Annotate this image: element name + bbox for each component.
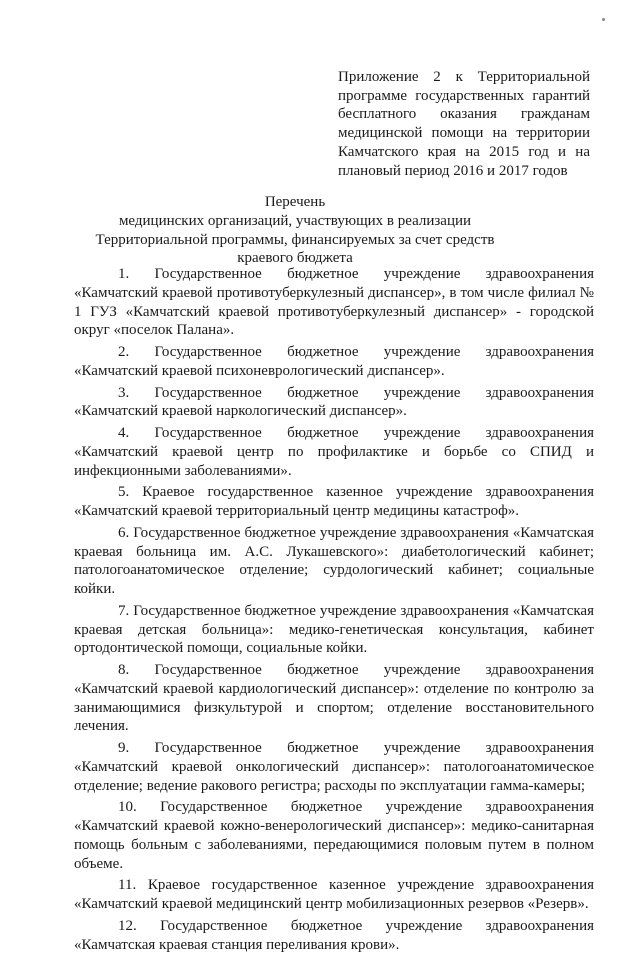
list-item: 8. Государственное бюджетное учреждение здравоохранения «Камчатский краевой кардиологический диспансер»: отделение по контролю за занимающимися физкультурой и спортом; отделение восстановительного лечения. xyxy=(74,662,594,735)
list-item: 3. Государственное бюджетное учреждение здравоохранения «Камчатский краевой наркологический диспансер». xyxy=(74,384,594,420)
list-item: 1. Государственное бюджетное учреждение здравоохранения «Камчатский краевой противотуберкулезный диспансер», в том числе филиал № 1 ГУЗ «Камчатский краевой противотуберкулезный диспансер» - городской округ «поселок Палана». xyxy=(74,266,594,339)
organization-list xyxy=(74,265,594,957)
list-item: 4. Государственное бюджетное учреждение здравоохранения «Камчатский краевой центр по профилактике и борьбе со СПИД и инфекционными заболеваниями». xyxy=(74,425,594,479)
document-subtitle: медицинских организаций, участвующих в реализации Территориальной программы, финансируемых за счет средств краевого бюджета xyxy=(95,213,495,267)
list-item: 11. Краевое государственное казенное учреждение здравоохранения «Камчатский краевой медицинский центр мобилизационных резервов «Резерв». xyxy=(74,877,594,912)
list-item: 7. Государственное бюджетное учреждение здравоохранения «Камчатская краевая детская больница»: медико-генетическая консультация, кабинет ортодонтической помощи, социальные койки. xyxy=(74,602,594,657)
list-item: 12. Государственное бюджетное учреждение здравоохранения «Камчатская краевая станция переливания крови». xyxy=(74,917,594,953)
document-title: Перечень xyxy=(264,194,326,210)
appendix-note: Приложение 2 к Территориальной программе государственных гарантий бесплатного оказания гражданам медицинской помощи на территории Камчатского края на 2015 год и на плановый период 2016 и 2017 годов xyxy=(338,69,590,179)
scan-dot-mark xyxy=(602,18,605,21)
list-item: 6. Государственное бюджетное учреждение здравоохранения «Камчатская краевая больница им. А.С. Лукашевского»: диабетологический кабинет; патологоанатомическое отделение; сурдологический кабинет; социальные койки. xyxy=(74,524,594,597)
list-item: 2. Государственное бюджетное учреждение здравоохранения «Камчатский краевой психоневрологический диспансер». xyxy=(74,344,594,379)
list-item: 9. Государственное бюджетное учреждение здравоохранения «Камчатский краевой онкологический диспансер»: патологоанатомическое отделение; ведение ракового регистра; расходы по эксплуатации гамма-камеры; xyxy=(74,740,594,794)
list-item: 10. Государственное бюджетное учреждение здравоохранения «Камчатский краевой кожно-венерологический диспансер»: медико-санитарная помощь больным с заболеваниями, передающимися половым путем в полном объеме. xyxy=(74,799,594,872)
list-item: 5. Краевое государственное казенное учреждение здравоохранения «Камчатский краевой территориальный центр медицины катастроф». xyxy=(74,484,594,519)
